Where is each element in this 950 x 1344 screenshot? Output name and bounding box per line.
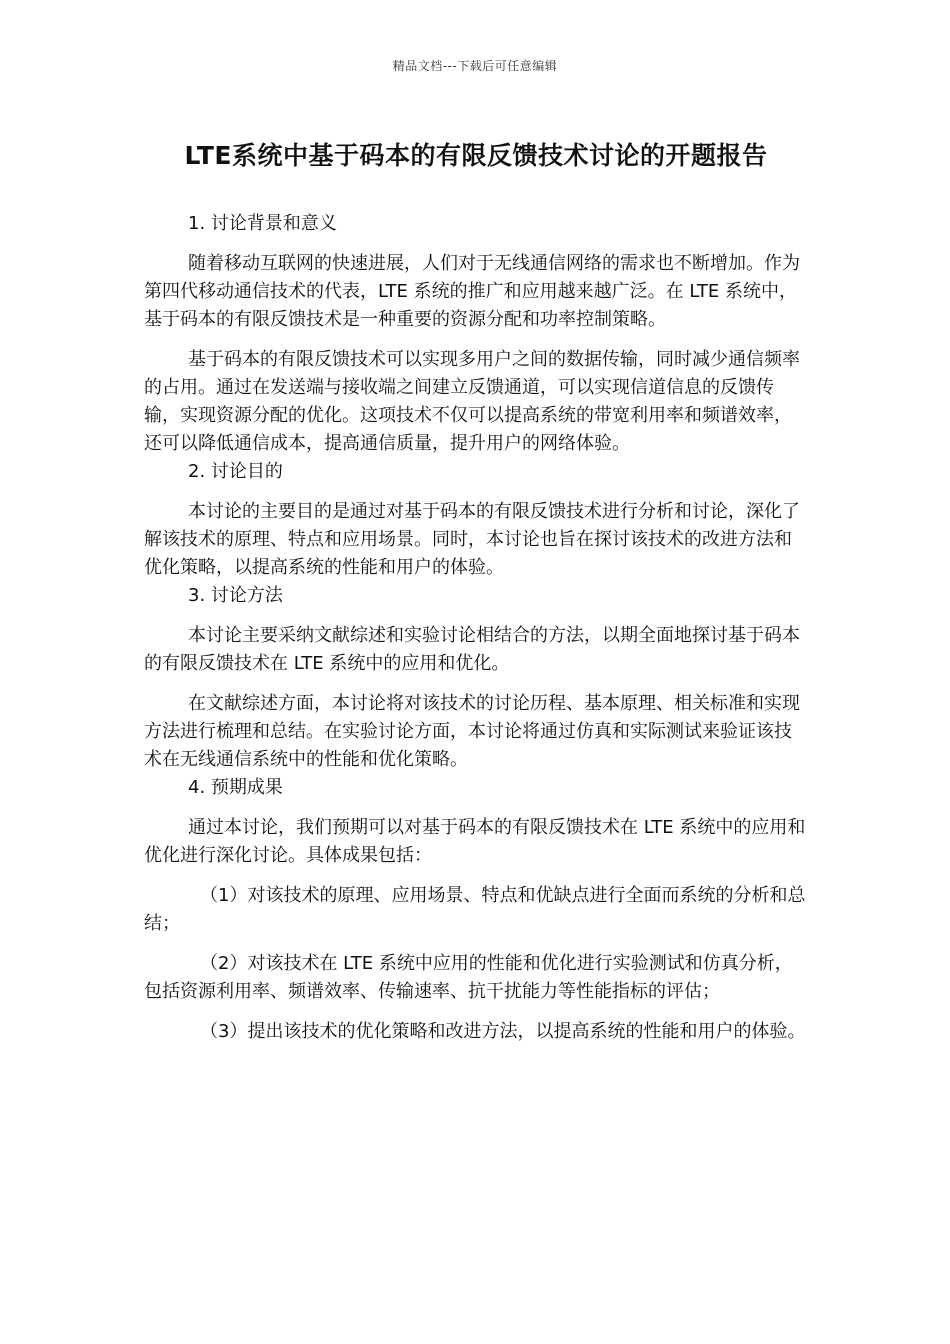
document-title: LTE系统中基于码本的有限反馈技术讨论的开题报告 <box>184 141 768 170</box>
paragraph: 在文献综述方面，本讨论将对该技术的讨论历程、基本原理、相关标准和实现方法进行梳理和总结。在实验讨论方面，本讨论将通过仿真和实际测试来验证该技术在无线通信系统中的性能和优化策略。 <box>144 693 800 770</box>
page-header: 精品文档---下载后可任意编辑 <box>392 59 558 73</box>
section-background <box>144 210 808 458</box>
section-purpose <box>144 458 808 582</box>
paragraph: 随着移动互联网的快速进展，人们对于无线通信网络的需求也不断增加。作为第四代移动通信技术的代表，LTE 系统的推广和应用越来越广泛。在 LTE 系统中，基于码本的有限反馈技术是一种重要的资源分配和功率控制策略。 <box>144 253 800 330</box>
result-item: （3）提出该技术的优化策略和改进方法，以提高系统的性能和用户的体验。 <box>200 1021 806 1042</box>
section-method <box>144 582 808 774</box>
section-heading: 2. 讨论目的 <box>188 461 283 482</box>
result-item: （2）对该技术在 LTE 系统中应用的性能和优化进行实验测试和仿真分析，包括资源利用率、频谱效率、传输速率、抗干扰能力等性能指标的评估； <box>144 953 793 1002</box>
paragraph: 本讨论的主要目的是通过对基于码本的有限反馈技术进行分析和讨论，深化了解该技术的原理、特点和应用场景。同时，本讨论也旨在探讨该技术的改进方法和优化策略，以提高系统的性能和用户的体验。 <box>144 501 800 578</box>
section-heading: 4. 预期成果 <box>188 777 283 798</box>
section-heading: 3. 讨论方法 <box>188 585 283 606</box>
result-item: （1）对该技术的原理、应用场景、特点和优缺点进行全面而系统的分析和总结； <box>144 885 806 934</box>
section-expected-results <box>144 774 808 1046</box>
section-heading: 1. 讨论背景和意义 <box>188 213 337 234</box>
paragraph: 基于码本的有限反馈技术可以实现多用户之间的数据传输，同时减少通信频率的占用。通过在发送端与接收端之间建立反馈通道，可以实现信道信息的反馈传输，实现资源分配的优化。这项技术不仅可以提高系统的带宽利用率和频谱效率，还可以降低通信成本，提高通信质量，提升用户的网络体验。 <box>144 349 800 454</box>
paragraph: 本讨论主要采纳文献综述和实验讨论相结合的方法，以期全面地探讨基于码本的有限反馈技术在 LTE 系统中的应用和优化。 <box>144 625 800 674</box>
document-body <box>144 140 808 1046</box>
paragraph: 通过本讨论，我们预期可以对基于码本的有限反馈技术在 LTE 系统中的应用和优化进行深化讨论。具体成果包括： <box>144 817 806 866</box>
